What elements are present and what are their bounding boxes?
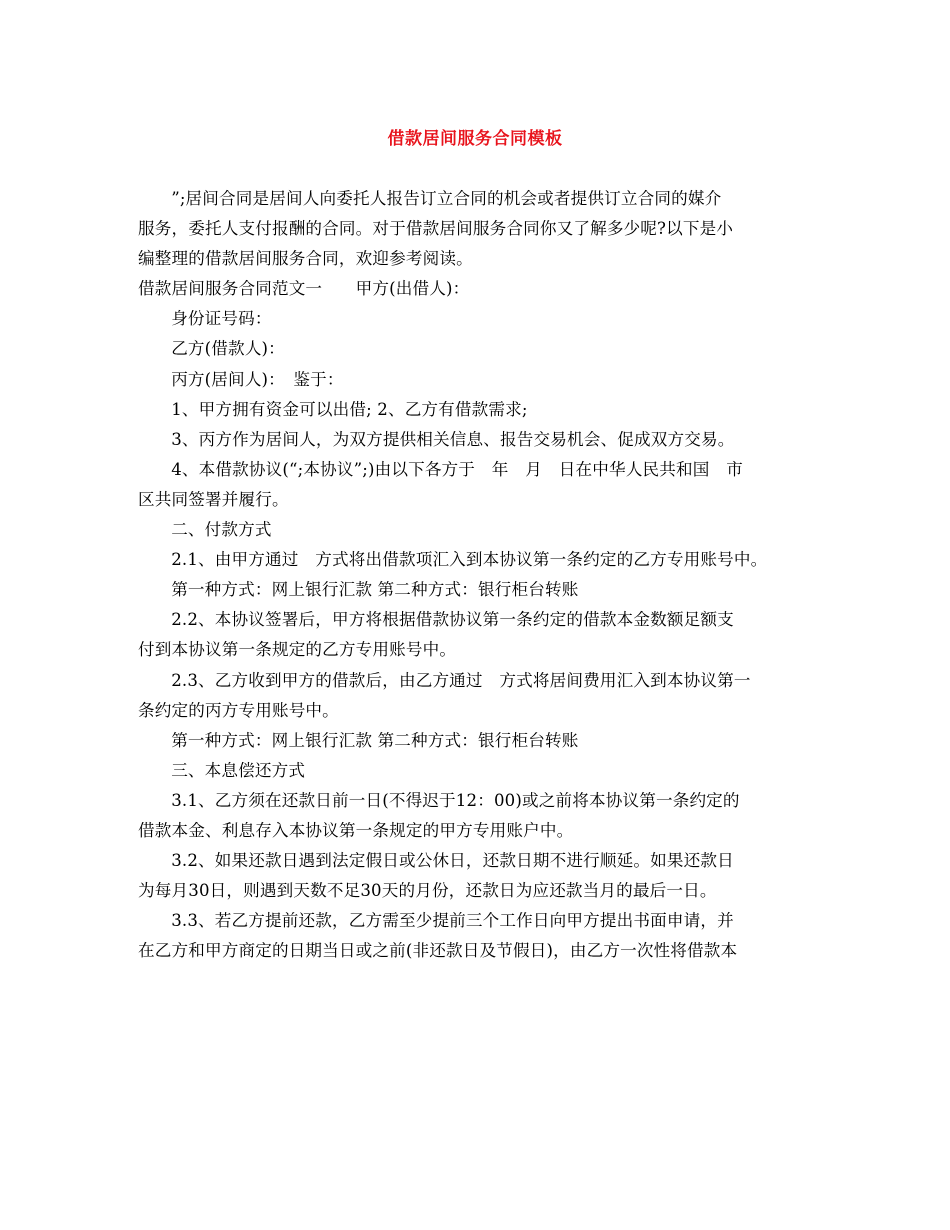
- text-line: 三、本息偿还方式: [171, 760, 306, 780]
- text-line: 3.2、如果还款日遇到法定假日或公休日，还款日期不进行顺延。如果还款日: [171, 851, 734, 871]
- paragraph: [138, 666, 822, 726]
- text-line: 1、甲方拥有资金可以出借; 2、乙方有借款需求;: [171, 399, 528, 419]
- text-line: 2.2、本协议签署后，甲方将根据借款协议第一条约定的借款本金数额足额支: [171, 610, 734, 630]
- text-line: 2.1、由甲方通过 方式将出借款项汇入到本协议第一条约定的乙方专用账号中。: [171, 550, 768, 570]
- paragraph: [138, 726, 822, 756]
- text-line: 条约定的丙方专用账号中。: [138, 700, 339, 720]
- paragraph: [138, 184, 822, 274]
- text-line: 付到本协议第一条规定的乙方专用账号中。: [138, 640, 457, 660]
- paragraph: [138, 274, 822, 304]
- text-line: 区共同签署并履行。: [138, 489, 289, 509]
- paragraph: [138, 575, 822, 605]
- text-line: 3、丙方作为居间人，为双方提供相关信息、报告交易机会、促成双方交易。: [171, 429, 735, 449]
- text-line: 丙方(居间人)： 鉴于：: [171, 369, 344, 389]
- paragraph: [138, 846, 822, 906]
- paragraph: [138, 334, 822, 364]
- text-line: 第一种方式：网上银行汇款 第二种方式：银行柜台转账: [171, 580, 579, 600]
- text-line: 4、本借款协议(“;本协议”;)由以下各方于 年 月 日在中华人民共和国 市: [171, 459, 743, 479]
- document-body: [138, 184, 822, 966]
- text-line: 乙方(借款人)：: [171, 339, 285, 359]
- text-line: 为每月30日，则遇到天数不足30天的月份，还款日为应还款当月的最后一日。: [138, 881, 717, 901]
- document-title: 借款居间服务合同模板: [387, 129, 563, 149]
- text-line: 2.3、乙方收到甲方的借款后，由乙方通过 方式将居间费用汇入到本协议第一: [171, 670, 751, 690]
- text-line: 第一种方式：网上银行汇款 第二种方式：银行柜台转账: [171, 730, 579, 750]
- text-line: 借款居间服务合同范文一 甲方(出借人)：: [138, 279, 470, 299]
- text-line: 在乙方和甲方商定的日期当日或之前(非还款日及节假日)，由乙方一次性将借款本: [138, 941, 738, 961]
- paragraph: [138, 545, 822, 575]
- text-line: 二、付款方式: [171, 520, 272, 540]
- paragraph: [138, 425, 822, 455]
- paragraph: [138, 395, 822, 425]
- paragraph: [138, 605, 822, 665]
- text-line: 服务，委托人支付报酬的合同。对于借款居间服务合同你又了解多少呢?以下是小: [138, 219, 734, 239]
- text-line: 借款本金、利息存入本协议第一条规定的甲方专用账户中。: [138, 820, 574, 840]
- paragraph: [138, 756, 822, 786]
- paragraph: [138, 365, 822, 395]
- paragraph: [138, 455, 822, 515]
- text-line: ”;居间合同是居间人向委托人报告订立合同的机会或者提供订立合同的媒介: [171, 189, 722, 208]
- paragraph: [138, 515, 822, 545]
- text-line: 身份证号码：: [171, 309, 272, 329]
- paragraph: [138, 786, 822, 846]
- text-line: 3.3、若乙方提前还款，乙方需至少提前三个工作日向甲方提出书面申请，并: [171, 911, 734, 931]
- paragraph: [138, 304, 822, 334]
- paragraph: [138, 906, 822, 966]
- text-line: 3.1、乙方须在还款日前一日(不得迟于12：00)或之前将本协议第一条约定的: [171, 790, 740, 810]
- text-line: 编整理的借款居间服务合同，欢迎参考阅读。: [138, 249, 473, 269]
